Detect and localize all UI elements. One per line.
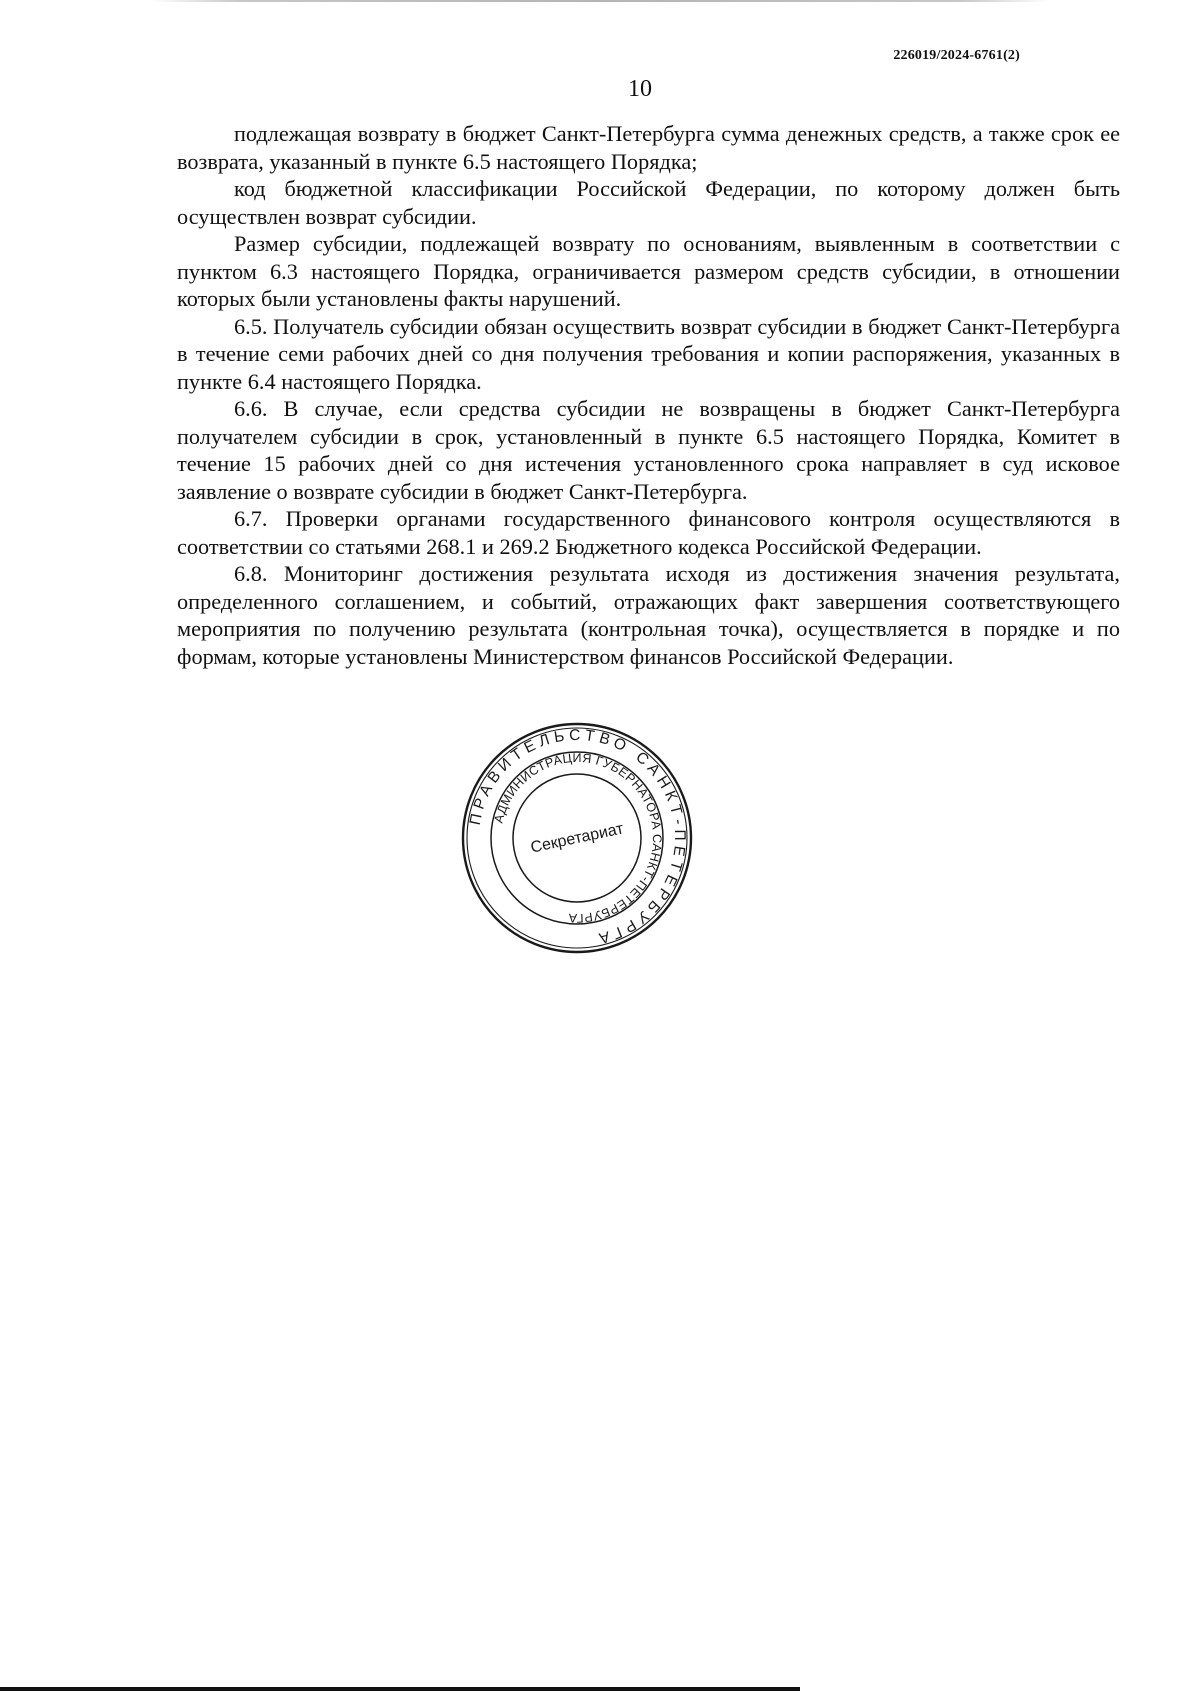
paragraph-6-6: 6.6. В случае, если средства субсидии не возвращены в бюджет Санкт-Петербурга получателем субсидии в срок, установленный в пункте 6.5 настоящего Порядка, Комитет в течение 15 рабочих дней со дня истечения установленного срока направляет в суд исковое заявление о возврате субсидии в бюджет Санкт-Петербурга. [177, 396, 1120, 504]
paragraph-refund-amount: подлежащая возврату в бюджет Санкт-Петербурга сумма денежных средств, а также срок ее возврата, указанный в пункте 6.5 настоящего Порядка; [177, 121, 1120, 174]
seal-center-text: Секретариат [529, 820, 626, 857]
seal-inner-text: АДМИНИСТРАЦИЯ ГУБЕРНАТОРА САНКТ-ПЕТЕРБУРГА [491, 750, 665, 926]
paragraph-budget-code: код бюджетной классификации Российской Федерации, по которому должен быть осуществлен возврат субсидии. [177, 176, 1120, 229]
page-number: 10 [628, 76, 652, 102]
seal-outer-text: ПРАВИТЕЛЬСТВО САНКТ-ПЕТЕРБУРГА [466, 726, 689, 948]
paragraph-6-5: 6.5. Получатель субсидии обязан осуществить возврат субсидии в бюджет Санкт-Петербурга в течение семи рабочих дней со дня получения требования и копии распоряжения, указанных в пункте 6.4 настоящего Порядка. [177, 313, 1120, 394]
official-seal [461, 722, 693, 954]
scan-top-edge [150, 0, 1050, 2]
document-number: 226019/2024-6761(2) [893, 48, 1020, 63]
scan-bottom-edge [0, 1687, 800, 1691]
paragraph-subsidy-size: Размер субсидии, подлежащей возврату по основаниям, выявленным в соответствии с пунктом 6.3 настоящего Порядка, ограничивается размером средств субсидии, в отношении которых были установлены факты нарушений. [177, 231, 1120, 311]
paragraph-6-8: 6.8. Мониторинг достижения результата исходя из достижения значения результата, определенного соглашением, и событий, отражающих факт завершения соответствующего мероприятия по получению результата (контрольная точка), осуществляется в порядке и по формам, которые установлены Министерством финансов Российской Федерации. [177, 561, 1120, 669]
document-body [177, 120, 1120, 670]
paragraph-6-7: 6.7. Проверки органами государственного финансового контроля осуществляются в соответствии со статьями 268.1 и 269.2 Бюджетного кодекса Российской Федерации. [177, 506, 1120, 559]
